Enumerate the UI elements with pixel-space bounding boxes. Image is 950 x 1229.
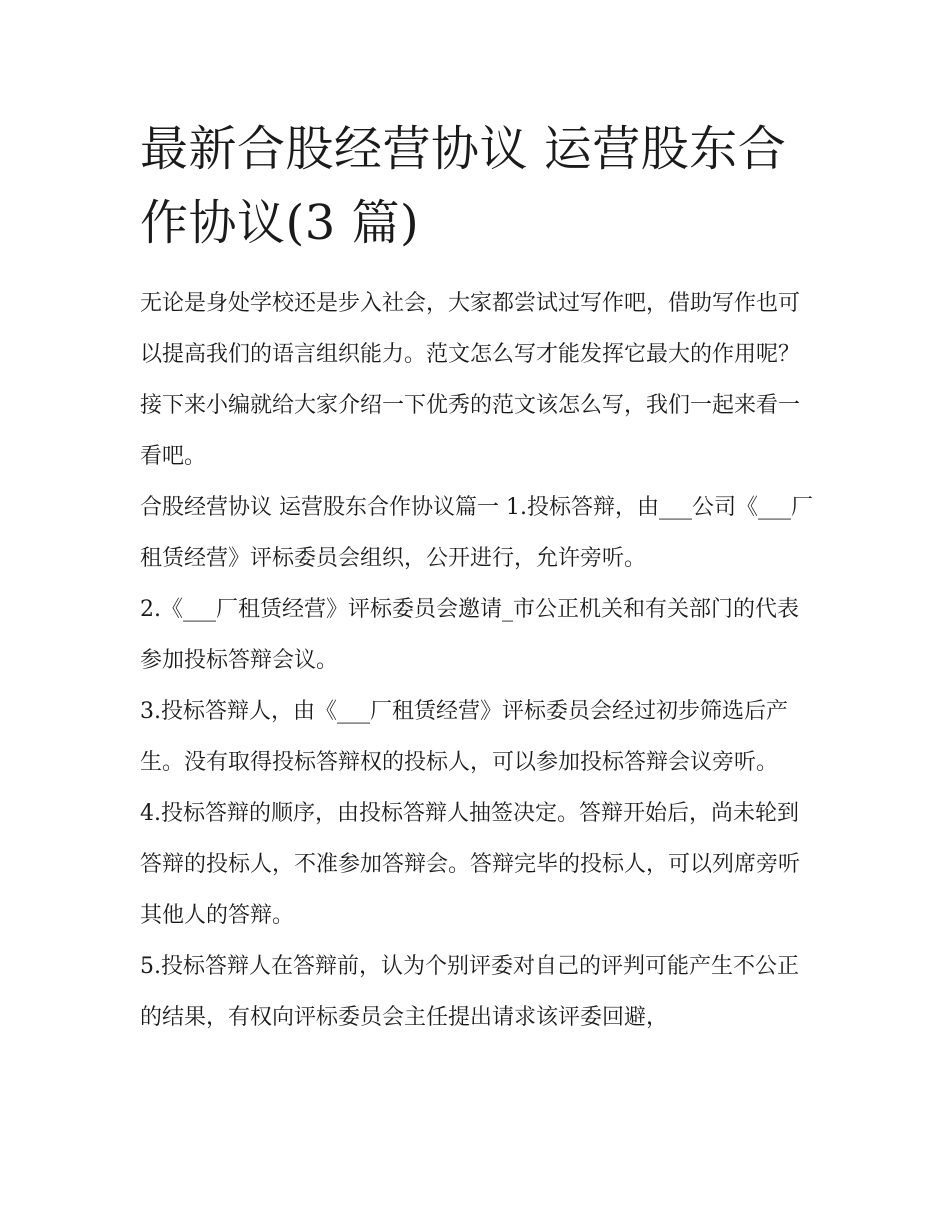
document-page [140,112,816,1043]
document-title: 最新合股经营协议 运营股东合作协议(3 篇) [140,121,787,251]
clause-2-paragraph: 2.《___厂租赁经营》评标委员会邀请_市公正机关和有关部门的代表参加投标答辩会议。 [140,597,799,673]
section-one-paragraph: 合股经营协议 运营股东合作协议篇一 1.投标答辩，由___公司《___厂租赁经营》评标委员会组织，公开进行，允许旁听。 [140,495,813,571]
clause-4-paragraph: 4.投标答辩的顺序，由投标答辩人抽签决定。答辩开始后，尚未轮到答辩的投标人，不准参加答辩会。答辩完毕的投标人，可以列席旁听其他人的答辩。 [140,801,801,928]
clause-3-paragraph: 3.投标答辩人，由《___厂租赁经营》评标委员会经过初步筛选后产生。没有取得投标答辩权的投标人，可以参加投标答辩会议旁听。 [140,699,788,775]
intro-paragraph: 无论是身处学校还是步入社会，大家都尝试过写作吧，借助写作也可以提高我们的语言组织能力。范文怎么写才能发挥它最大的作用呢？接下来小编就给大家介绍一下优秀的范文该怎么写，我们一起来看一看吧。 [140,291,801,469]
clause-5-paragraph: 5.投标答辩人在答辩前，认为个别评委对自己的评判可能产生不公正的结果，有权向评标委员会主任提出请求该评委回避， [140,954,799,1030]
